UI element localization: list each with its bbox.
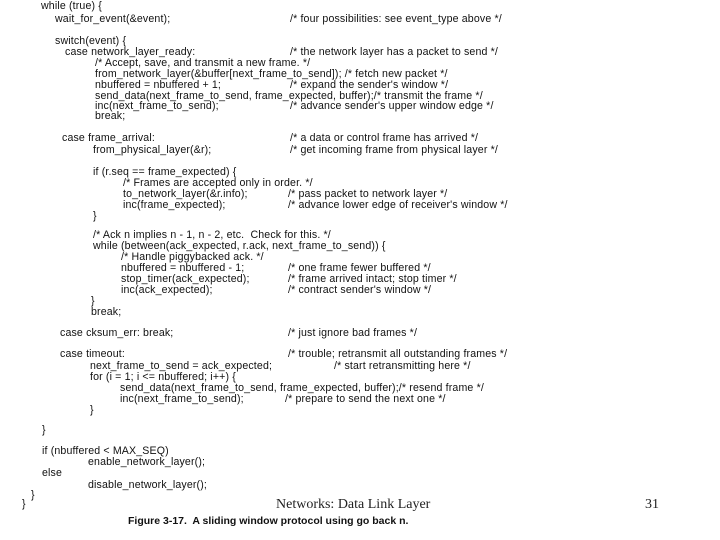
code-comment: /* the network layer has a packet to send */	[290, 46, 498, 58]
code-comment: /* prepare to send the next one */	[285, 393, 446, 405]
code-line: enable_network_layer();	[88, 456, 206, 468]
code-comment: /* start retransmitting here */	[334, 360, 471, 372]
code-line: from_network_layer(&buffer[next_frame_to_send]); /* fetch new packet */	[95, 68, 448, 80]
code-line: }	[31, 489, 35, 501]
code-line: break;	[91, 306, 122, 318]
code-comment: /* a data or control frame has arrived */	[290, 132, 479, 144]
code-line: inc(frame_expected);	[123, 199, 226, 211]
code-line: inc(next_frame_to_send);	[120, 393, 244, 405]
code-line: to_network_layer(&r.info);	[123, 188, 248, 200]
code-comment: /* just ignore bad frames */	[288, 327, 418, 339]
code-comment: /* frame arrived intact; stop timer */	[288, 273, 457, 285]
code-comment: /* contract sender's window */	[288, 284, 432, 296]
code-line: else	[42, 467, 63, 479]
figure-caption: Figure 3-17. A sliding window protocol using go back n.	[128, 515, 409, 527]
code-line: }	[42, 424, 46, 436]
code-line: /* Frames are accepted only in order. */	[123, 177, 313, 189]
code-line: nbuffered = nbuffered - 1;	[121, 262, 245, 274]
code-line: while (between(ack_expected, r.ack, next_frame_to_send)) {	[93, 240, 386, 252]
code-comment: /* get incoming frame from physical layer */	[290, 144, 498, 156]
code-line: disable_network_layer();	[88, 479, 208, 491]
code-line: switch(event) {	[55, 35, 127, 47]
code-line: stop_timer(ack_expected);	[121, 273, 250, 285]
code-line: if (nbuffered < MAX_SEQ)	[42, 445, 169, 457]
code-line: inc(next_frame_to_send);	[95, 100, 219, 112]
code-comment: /* advance sender's upper window edge */	[290, 100, 494, 112]
code-line: /* Handle piggybacked ack. */	[121, 251, 264, 263]
code-line: if (r.seq == frame_expected) {	[93, 166, 237, 178]
code-line: }	[91, 295, 95, 307]
code-line: case frame_arrival:	[62, 132, 155, 144]
code-comment: /* pass packet to network layer */	[288, 188, 448, 200]
code-line: }	[22, 498, 26, 510]
footer-title: Networks: Data Link Layer	[276, 497, 431, 512]
code-line: case timeout:	[60, 348, 125, 360]
code-comment: /* trouble; retransmit all outstanding frames */	[288, 348, 508, 360]
page-number: 31	[645, 497, 659, 512]
code-line: next_frame_to_send = ack_expected;	[90, 360, 273, 372]
code-comment: /* expand the sender's window */	[290, 79, 449, 91]
code-line: break;	[95, 110, 126, 122]
code-line: case network_layer_ready:	[65, 46, 196, 58]
code-line: /* Accept, save, and transmit a new frame. */	[95, 57, 311, 69]
code-line: }	[93, 210, 97, 222]
code-comment: /* advance lower edge of receiver's window */	[288, 199, 508, 211]
code-line: }	[90, 404, 94, 416]
code-line: while (true) {	[41, 0, 102, 12]
code-line: from_physical_layer(&r);	[93, 144, 212, 156]
code-line: send_data(next_frame_to_send, frame_expected, buffer);/* transmit the frame */	[95, 90, 483, 102]
code-line: inc(ack_expected);	[121, 284, 213, 296]
code-line: wait_for_event(&event);	[55, 13, 171, 25]
code-comment: /* one frame fewer buffered */	[288, 262, 431, 274]
code-line: /* Ack n implies n - 1, n - 2, etc. Check for this. */	[93, 229, 331, 241]
code-comment: /* four possibilities: see event_type above */	[290, 13, 502, 25]
code-line: for (i = 1; i <= nbuffered; i++) {	[90, 371, 236, 383]
code-line: send_data(next_frame_to_send, frame_expected, buffer);/* resend frame */	[120, 382, 484, 394]
code-line: case cksum_err: break;	[60, 327, 174, 339]
code-line: nbuffered = nbuffered + 1;	[95, 79, 222, 91]
